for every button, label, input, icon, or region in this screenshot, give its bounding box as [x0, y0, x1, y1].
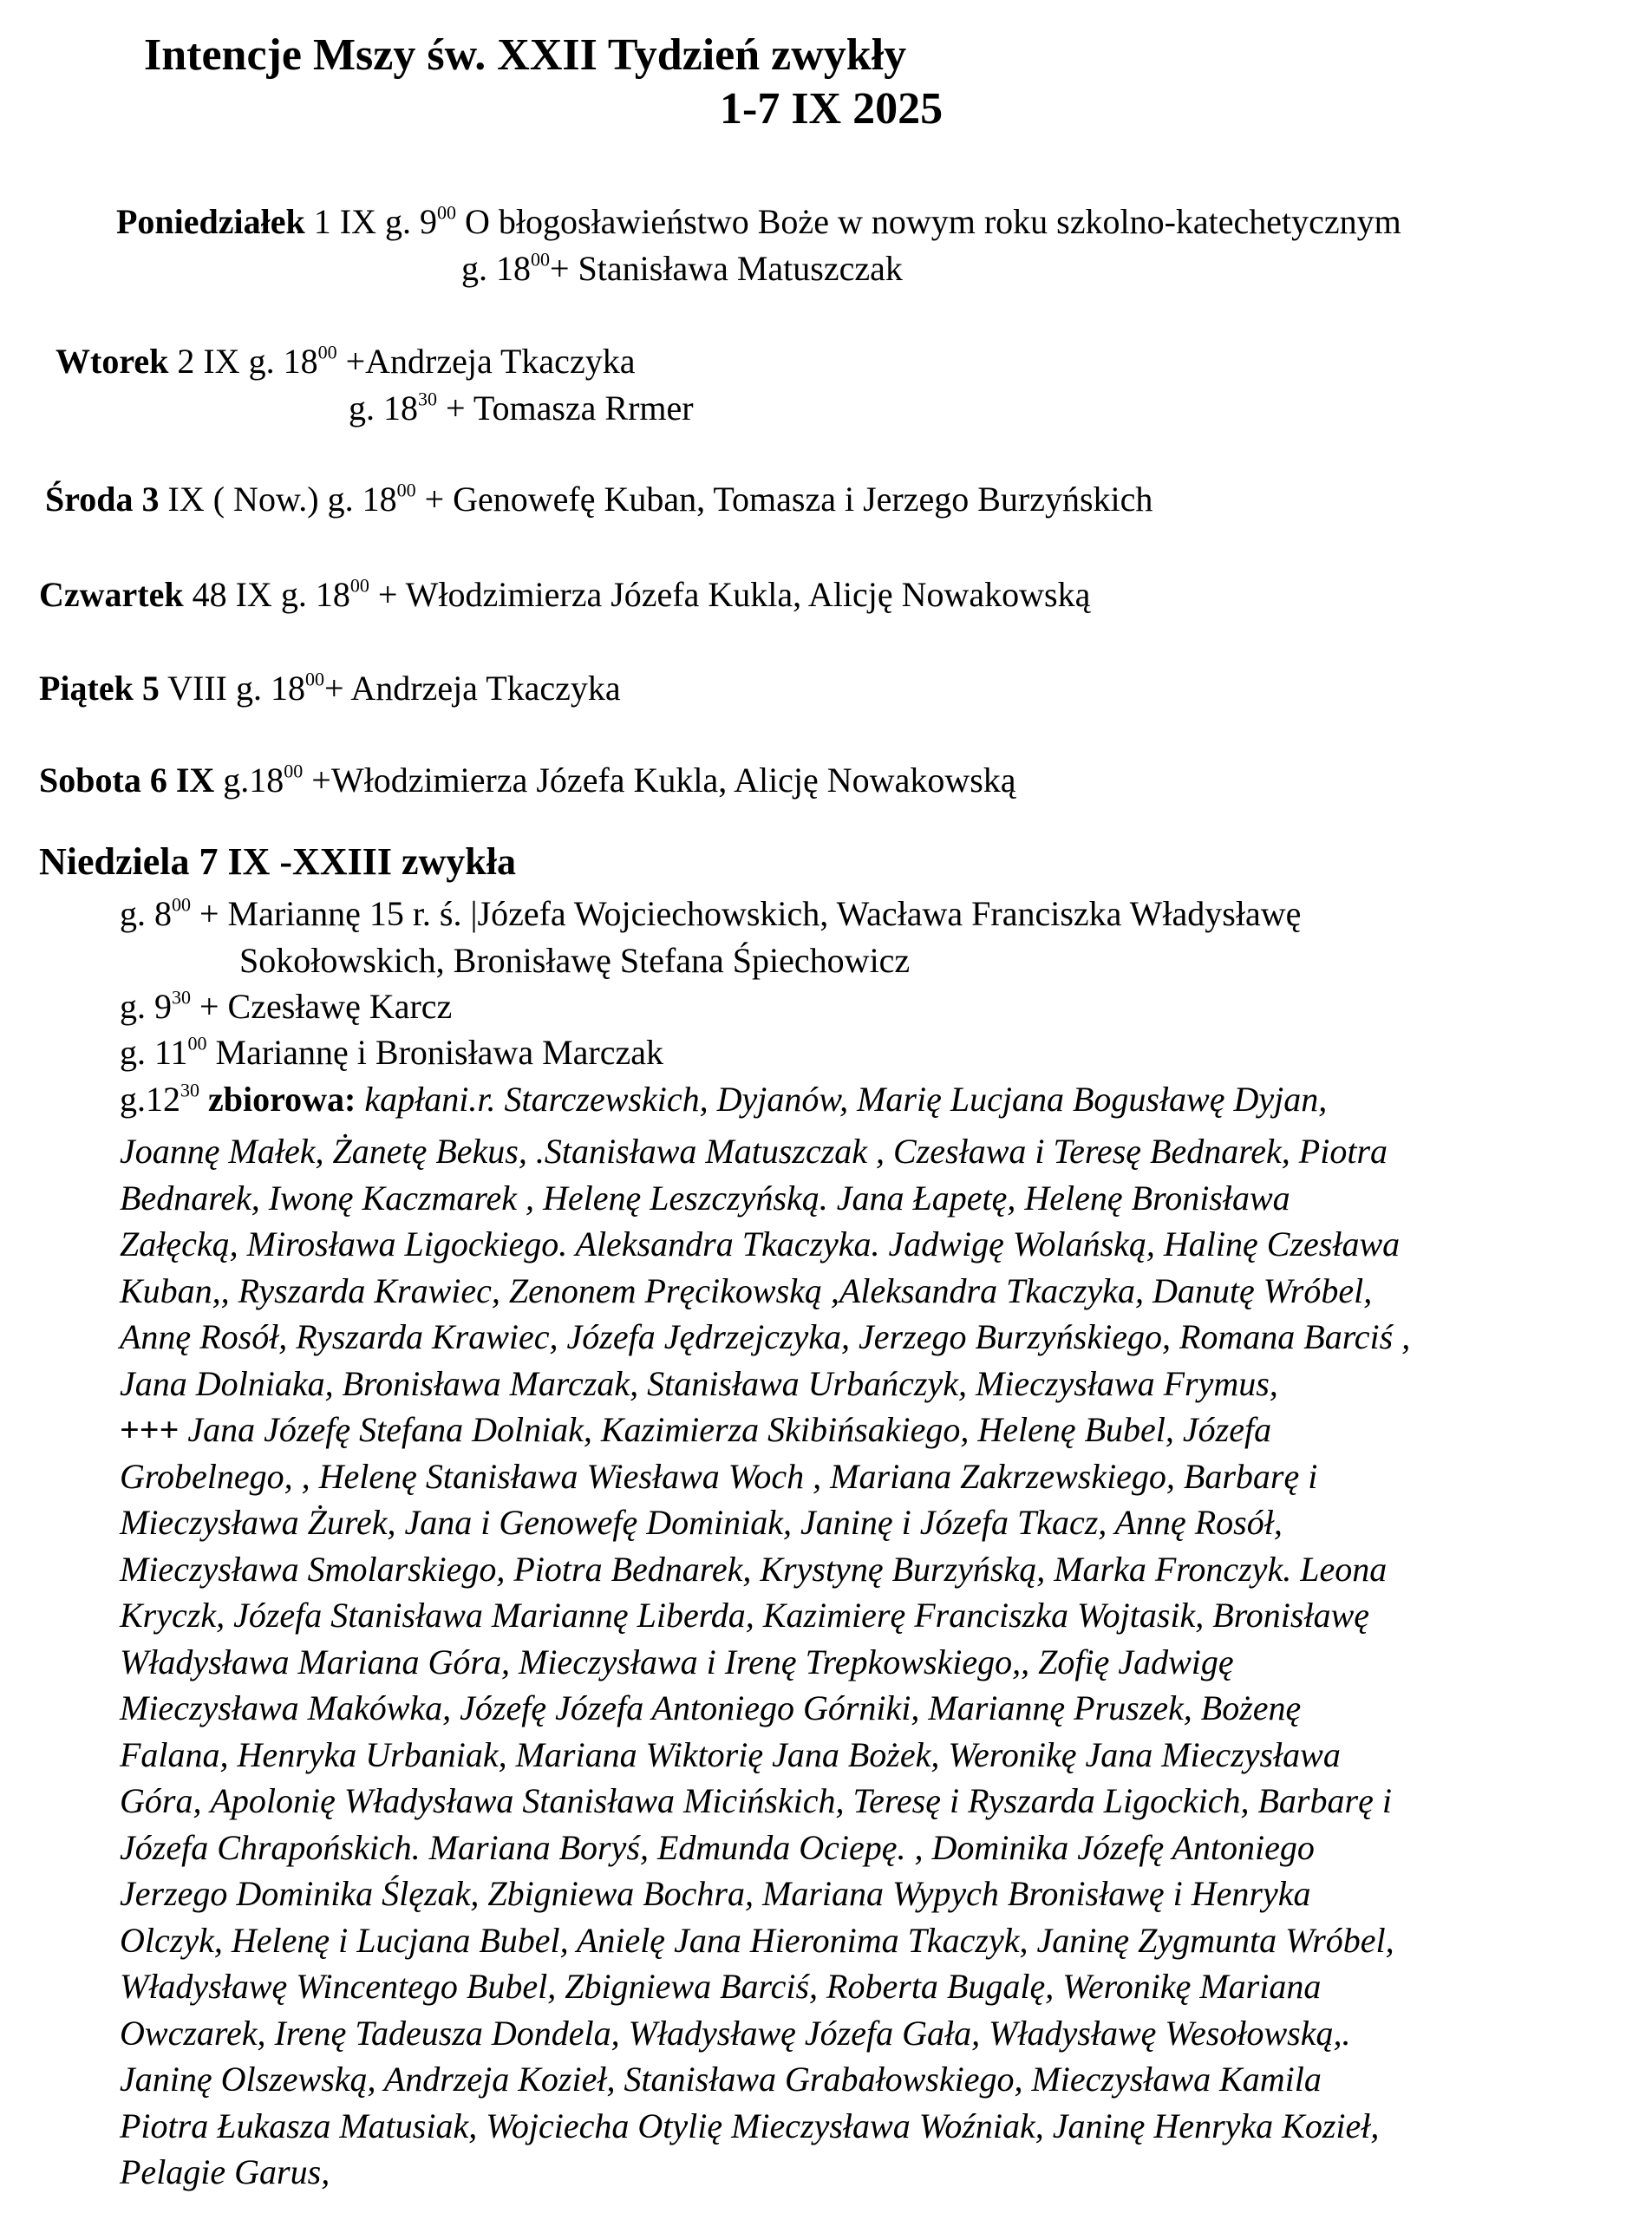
- mass-time-minutes: 00: [437, 201, 456, 224]
- page-subtitle-date-range: 1-7 IX 2025: [720, 84, 944, 134]
- mass-intention: Mariannę i Bronisława Marczak: [206, 1033, 663, 1072]
- mass-intention-continuation: Sokołowskich, Bronisławę Stefana Śpiechowicz: [239, 941, 911, 980]
- crosses-marker: +++: [120, 1410, 188, 1449]
- day-date: [214, 761, 223, 800]
- mass-time-minutes: 00: [187, 1032, 207, 1054]
- list-line: Jerzego Dominika Ślęzak, Zbigniewa Bochra, Mariana Wypych Bronisławę i Henryka: [120, 1874, 1311, 1913]
- mass-intention: O błogosławieństwo Boże w nowym roku szkolno-katechetycznym: [456, 202, 1401, 241]
- mass-intention: + Tomasza Rrmer: [437, 388, 694, 428]
- mass-time: g. 18: [236, 669, 305, 708]
- mass-entry: [120, 893, 1302, 933]
- list-line: Falana, Henryka Urbaniak, Mariana Wiktorię Jana Bożek, Weronikę Jana Mieczysława: [120, 1734, 1341, 1774]
- mass-time-minutes: 00: [317, 341, 337, 363]
- mass-time-minutes: 00: [284, 760, 304, 782]
- day-name: Piątek 5: [39, 669, 160, 708]
- mass-time-minutes: 30: [180, 1079, 199, 1101]
- mass-time-minutes: 00: [349, 574, 369, 597]
- list-line: Grobelnego, , Helenę Stanisława Wiesława Woch , Mariana Zakrzewskiego, Barbarę i: [120, 1456, 1318, 1496]
- mass-intention: + Genowefę Kuban, Tomasza i Jerzego Burzyńskich: [415, 480, 1153, 519]
- mass-time-minutes: 00: [305, 668, 324, 690]
- mass-entry: [120, 1032, 663, 1072]
- day-name: Czwartek: [39, 575, 184, 614]
- list-line: Józefa Chrapońskich. Mariana Boryś, Edmunda Ociepę. , Dominika Józefę Antoniego: [120, 1827, 1315, 1867]
- day-saturday: [39, 760, 1016, 800]
- list-line: Mieczysława Żurek, Jana i Genowefę Dominiak, Janinę i Józefa Tkacz, Annę Rosół,: [120, 1503, 1283, 1542]
- collective-label: zbiorowa:: [199, 1080, 356, 1119]
- day-date: 48 IX: [183, 575, 281, 614]
- mass-time-minutes: 30: [172, 986, 191, 1009]
- collective-intentions-list: [120, 1128, 1629, 2196]
- mass-time: g. 8: [120, 894, 172, 933]
- day-tuesday: [56, 341, 636, 381]
- page-title: Intencje Mszy św. XXII Tydzień zwykły: [144, 30, 907, 80]
- list-line: Annę Rosół, Ryszarda Krawiec, Józefa Jędrzejczyka, Jerzego Burzyńskiego, Romana Barciś ,: [120, 1317, 1411, 1356]
- day-date: 2 IX: [168, 342, 249, 381]
- mass-time: g.12: [120, 1080, 180, 1119]
- list-line: Pelagie Garus,: [120, 2152, 330, 2191]
- list-line: Bednarek, Iwonę Kaczmarek , Helenę Leszczyńską. Jana Łapetę, Helenę Bronisława: [120, 1178, 1290, 1218]
- mass-time: g. 9: [120, 987, 172, 1026]
- list-line-text: Jana Józefę Stefana Dolniak, Kazimierza Skibińsakiego, Helenę Bubel, Józefa: [187, 1410, 1272, 1449]
- list-line: Mieczysława Smolarskiego, Piotra Bednarek, Krystynę Burzyńską, Marka Fronczyk. Leona: [120, 1549, 1388, 1589]
- mass-intention: + Czesławę Karcz: [191, 987, 453, 1026]
- mass-time: g. 18: [461, 249, 531, 288]
- mass-time: g.18: [223, 761, 284, 800]
- mass-time: g. 18: [327, 480, 397, 519]
- mass-entry: [120, 986, 453, 1026]
- mass-time-minutes: 00: [172, 893, 191, 916]
- list-line: Joannę Małek, Żanetę Bekus, .Stanisława Matuszczak , Czesława i Teresę Bednarek, Piotra: [120, 1132, 1388, 1171]
- day-name: Poniedziałek: [116, 202, 305, 241]
- day-sunday-heading: Niedziela 7 IX -XXIII zwykła: [39, 840, 516, 883]
- mass-time-minutes: 00: [396, 479, 416, 501]
- list-line: [120, 1407, 1629, 1453]
- mass-time: g. 18: [349, 388, 418, 428]
- list-line: Mieczysława Makówka, Józefę Józefa Antoniego Górniki, Mariannę Pruszek, Bożenę: [120, 1688, 1302, 1727]
- list-line: Kuban,, Ryszarda Krawiec, Zenonem Pręcikowską ,Aleksandra Tkaczyka, Danutę Wróbel,: [120, 1270, 1373, 1310]
- mass-time: g. 18: [280, 575, 350, 614]
- mass-time-minutes: 30: [418, 388, 437, 410]
- list-line: Władysławę Wincentego Bubel, Zbigniewa Barciś, Roberta Bugalę, Weronikę Mariana: [120, 1967, 1322, 2006]
- mass-intention: + Włodzimierza Józefa Kukla, Alicję Nowakowską: [369, 575, 1091, 614]
- list-line: Kryczk, Józefa Stanisława Mariannę Liberda, Kazimierę Franciszka Wojtasik, Bronisławę: [120, 1596, 1370, 1635]
- day-date: VIII: [159, 669, 236, 708]
- day-friday: [39, 668, 621, 708]
- day-thursday: [39, 574, 1091, 614]
- day-name: Środa 3: [45, 480, 160, 519]
- mass-entry-collective: [120, 1079, 1328, 1119]
- mass-entry: [461, 248, 903, 288]
- day-date: 1 IX: [304, 202, 385, 241]
- mass-time: g. 18: [248, 342, 318, 381]
- mass-time: g. 11: [120, 1033, 188, 1072]
- mass-time-minutes: 00: [531, 248, 550, 271]
- mass-intention: +Włodzimierza Józefa Kukla, Alicję Nowakowską: [303, 761, 1016, 800]
- mass-intention: + Andrzeja Tkaczyka: [324, 669, 621, 708]
- day-monday: [116, 201, 1401, 241]
- day-wednesday: [45, 479, 1153, 519]
- list-line: Władysława Mariana Góra, Mieczysława i Irenę Trepkowskiego,, Zofię Jadwigę: [120, 1642, 1234, 1681]
- day-date: IX ( Now.): [159, 480, 328, 519]
- mass-time: g. 9: [385, 202, 437, 241]
- list-line: Górа, Apolonię Władysława Stanisława Micińskich, Teresę i Ryszarda Ligockich, Barbarę i: [120, 1781, 1392, 1820]
- list-line: Jana Dolniaka, Bronisława Marczak, Stanisława Urbańczyk, Mieczysława Frymus,: [120, 1363, 1278, 1403]
- day-name: Wtorek: [56, 342, 169, 381]
- list-line: Załęcką, Mirosława Ligockiego. Aleksandra Tkaczyka. Jadwigę Wolańską, Halinę Czesława: [120, 1224, 1401, 1263]
- mass-entry: [349, 388, 694, 428]
- mass-intention: + Mariannę 15 r. ś. |Józefa Wojciechowskich, Wacława Franciszka Władysławę: [191, 894, 1302, 933]
- mass-intention: kapłani.r. Starczewskich, Dyjanów, Marię Lucjana Bogusławę Dyjan,: [356, 1080, 1328, 1119]
- list-line: Owczarek, Irenę Tadeusza Dondela, Władysławę Józefa Gała, Władysławę Wesołowską,.: [120, 2013, 1351, 2053]
- day-name: Sobota 6 IX: [39, 761, 215, 800]
- mass-intention: +Andrzeja Tkaczyka: [336, 342, 636, 381]
- list-line: Olczyk, Helenę i Lucjana Bubel, Anielę Jana Hieronima Tkaczyk, Janinę Zygmunta Wróbel,: [120, 1920, 1394, 1960]
- list-line: Janinę Olszewską, Andrzeja Kozieł, Stanisława Grabałowskiego, Mieczysława Kamila: [120, 2060, 1322, 2099]
- list-line: Piotra Łukasza Matusiak, Wojciecha Otylię Mieczysława Woźniak, Janinę Henryka Kozieł,: [120, 2106, 1380, 2145]
- mass-intention: + Stanisława Matuszczak: [550, 249, 903, 288]
